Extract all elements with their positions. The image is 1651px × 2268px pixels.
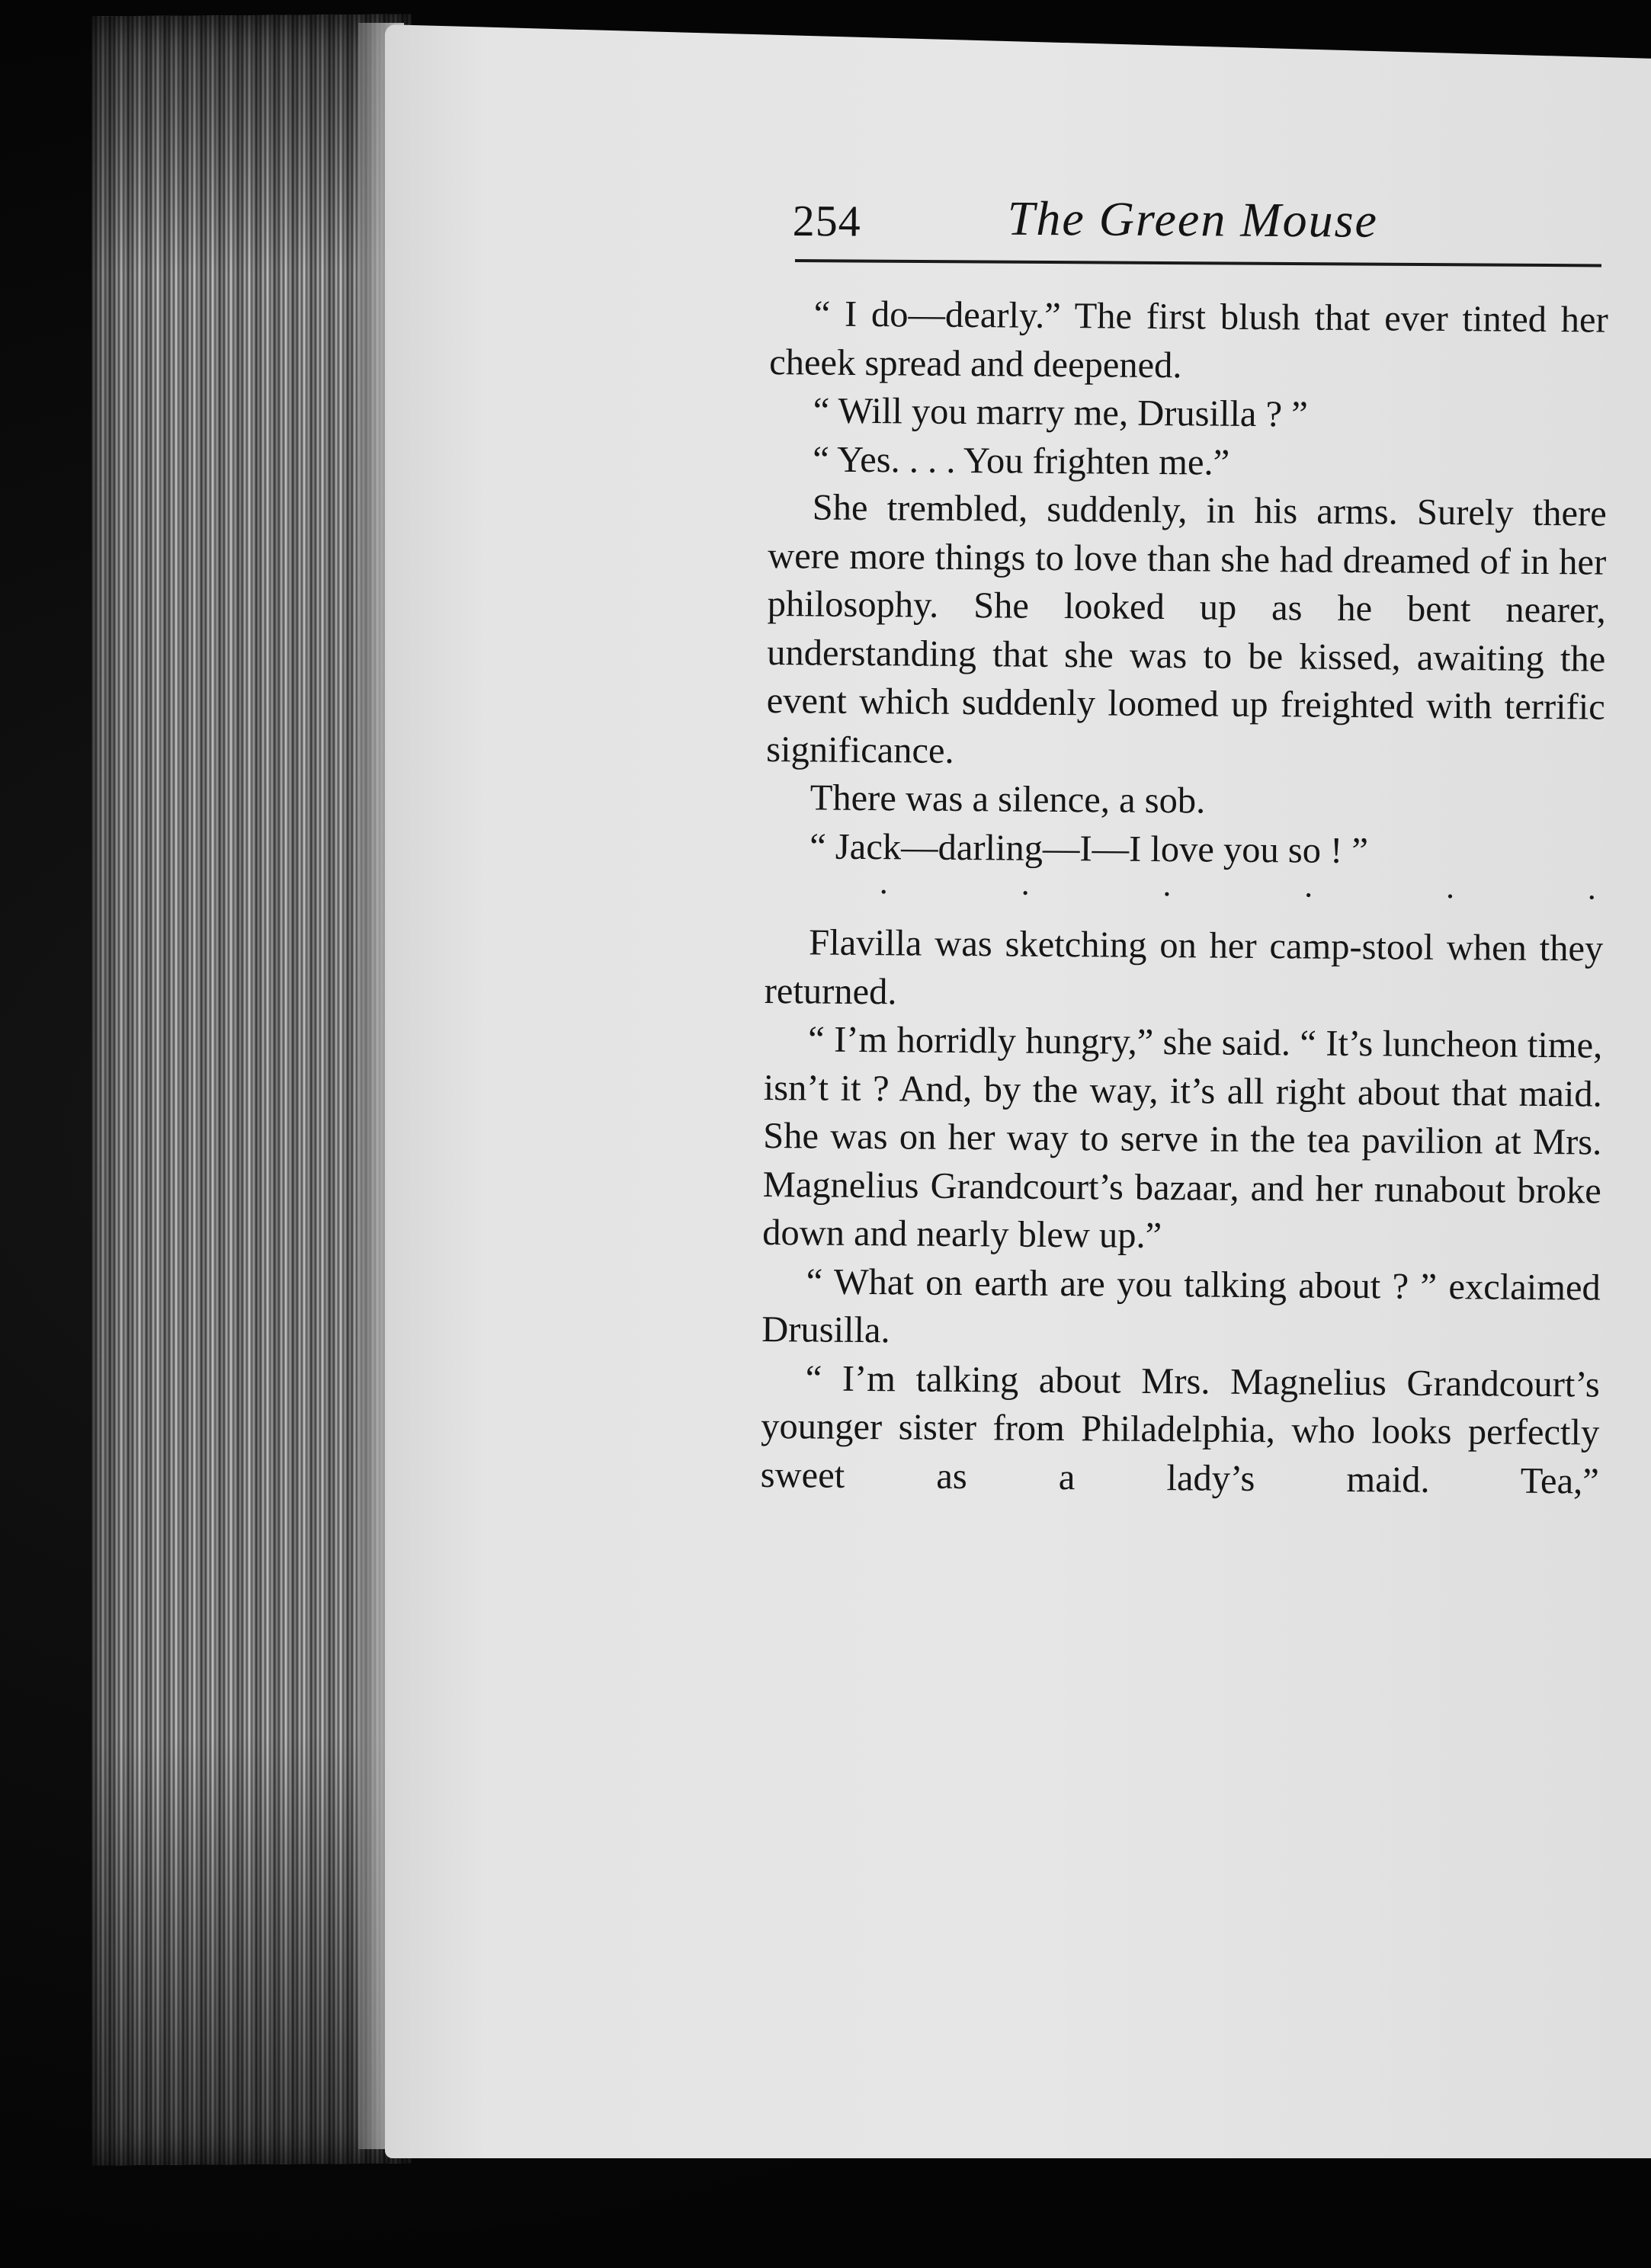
paragraph: Flavilla was sketching on her camp-stool when they returned. xyxy=(764,922,1604,1012)
paragraph: “ What on earth are you talking about ? ” exclaimed Drusilla. xyxy=(761,1261,1601,1351)
running-head xyxy=(792,189,1601,262)
paragraph-group-after-break xyxy=(761,918,1604,1506)
section-break-dot: . xyxy=(1304,867,1313,905)
paragraph: “ I’m horridly hungry,” she said. “ It’s luncheon time, isn’t it ? And, by the way, it’s all right about that maid. She was on her way to serve in the tea pavilion at Mrs. Magnelius Grandcourt’s bazaar, and her runabout broke down and nearly blew up.” xyxy=(762,1019,1603,1257)
paragraph: “ Will you marry me, Drusilla ? ” xyxy=(813,390,1308,435)
paragraph: “ I’m talking about Mrs. Magnelius Grandcourt’s younger sister from Philadelphia, who looks perfectly sweet as a lady’s maid. Tea,” xyxy=(760,1357,1600,1502)
section-break-dot: . xyxy=(1587,869,1597,907)
body-text xyxy=(759,290,1608,1615)
section-break-dot: . xyxy=(1021,864,1030,902)
paragraph: She trembled, suddenly, in his arms. Surely there were more things to love than she had dreamed of in her philosophy. She looked up as he bent nearer, understanding that she was to be kissed, awaiting the event which suddenly loomed up freighted with terrific significance. xyxy=(766,487,1607,771)
page-number: 254 xyxy=(792,195,861,246)
section-break xyxy=(765,863,1604,925)
paragraph: “ Yes. . . . You frighten me.” xyxy=(813,438,1230,483)
section-break-dot: . xyxy=(879,863,889,902)
paragraph-group-before-break xyxy=(765,290,1608,877)
section-break-dot: . xyxy=(1162,866,1172,904)
section-break-dot: . xyxy=(1445,867,1455,906)
paragraph: “ I do—dearly.” The first blush that ever tinted her cheek spread and deepened. xyxy=(769,293,1608,386)
paragraph: “ Jack—darling—I—I love you so ! ” xyxy=(809,825,1369,871)
running-head-title: The Green Mouse xyxy=(1007,191,1379,248)
paragraph: There was a silence, a sob. xyxy=(809,777,1206,822)
